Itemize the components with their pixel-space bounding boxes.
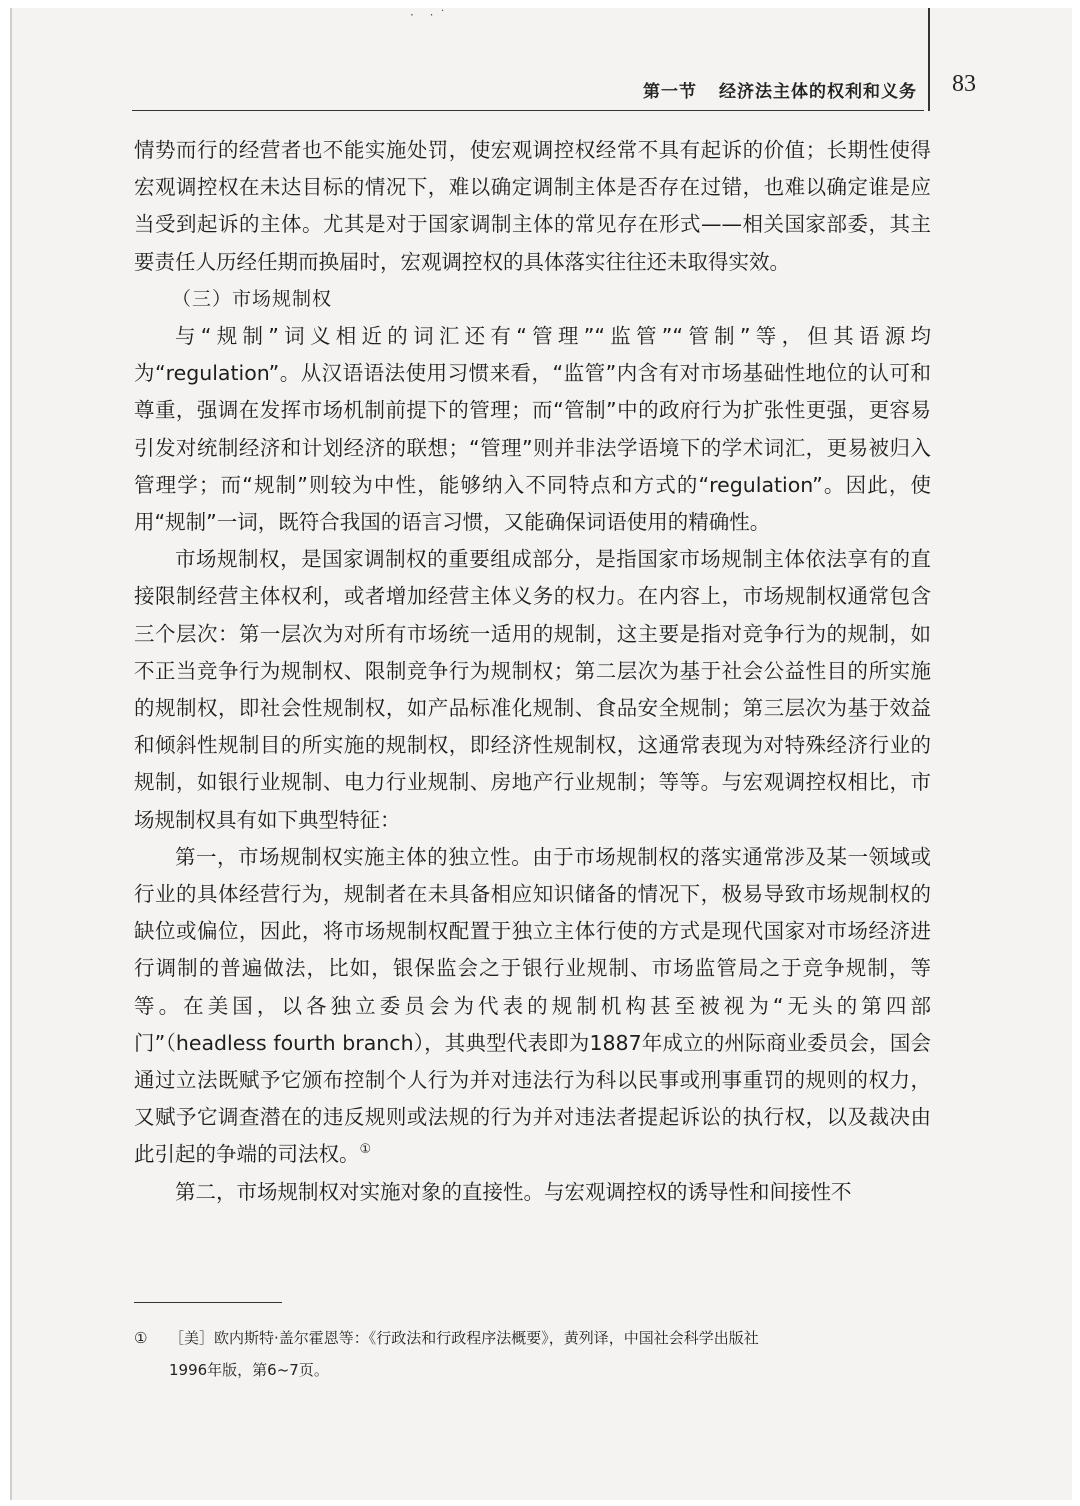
section-heading: （三）市场规制权 (172, 287, 333, 310)
header-rule (132, 110, 924, 111)
header-divider (928, 8, 930, 111)
footnote-reference[interactable]: ① (359, 1142, 372, 1158)
paragraph: 市场规制权，是国家调制权的重要组成部分，是指国家市场规制主体依法享有的直接限制经营主体权利，或者增加经营主体义务的权力。在内容上，市场规制权通常包含三个层次：第一层次为对所有市场统一适用的规制，这主要是指对竞争行为的规制，如不正当竞争行为规制权、限制竞争行为规制权；第二层次为基于社会公益性目的所实施的规制权，即社会性规制权，如产品标准化规制、食品安全规制；第三层次为基于效益和倾斜性规制目的所实施的规制权，即经济性规制权，这通常表现为对特殊经济行业的规制，如银行业规制、电力行业规制、房地产行业规制；等等。与宏观调控权相比，市场规制权具有如下典型特征： (134, 547, 931, 832)
running-header (12, 63, 1072, 113)
footnote (134, 1322, 934, 1386)
paragraph-text: 第一，市场规制权实施主体的独立性。由于市场规制权的落实通常涉及某一领域或行业的具体经营行为，规制者在未具备相应知识储备的情况下，极易导致市场规制权的缺位或偏位，因此，将市场规制权配置于独立主体行使的方式是现代国家对市场经济进行调制的普遍做法，比如，银保监会之于银行业规制、市场监管局之于竞争规制，等等。在美国，以各独立委员会为代表的规制机构甚至被视为“无头的第四部门”（headless fourth branch），其典型代表即为1887年成立的州际商业委员会，国会通过立法既赋予它颁布控制个人行为并对违法行为科以民事或刑事重罚的规则的权力，又赋予它调查潜在的违反规则或法规的行为并对违法者提起诉讼的执行权，以及裁决由此引起的争端的司法权。 (134, 844, 931, 1167)
body-text (134, 132, 931, 1211)
footnote-line-2: 1996年版，第6~7页。 (169, 1361, 329, 1379)
page-number: 83 (952, 71, 976, 97)
paragraph: 第二，市场规制权对实施对象的直接性。与宏观调控权的诱导性和间接性不 (175, 1179, 852, 1204)
header-section: 第一节 (643, 82, 697, 102)
footnote-citation: ［美］欧内斯特·盖尔霍恩等：《行政法和行政程序法概要》，黄列译，中国社会科学出版社 (169, 1329, 759, 1347)
paragraph: 与“规制”词义相近的词汇还有“管理”“监管”“管制”等，但其语源均为“regulation”。从汉语语法使用习惯来看，“监管”内含有对市场基础性地位的认可和尊重，强调在发挥市场机制前提下的管理；而“管制”中的政府行为扩张性更强，更容易引发对统制经济和计划经济的联想；“管理”则并非法学语境下的学术词汇，更易被归入管理学；而“规制”则较为中性，能够纳入不同特点和方式的“regulation”。因此，使用“规制”一词，既符合我国的语言习惯，又能确保词语使用的精确性。 (134, 324, 931, 535)
book-page (10, 8, 1072, 1500)
header-chapter-title: 经济法主体的权利和义务 (719, 82, 917, 102)
header-title (643, 77, 917, 102)
scan-specks: · ·˙ (410, 8, 452, 22)
paragraph (134, 839, 931, 1174)
footnote-marker: ① (134, 1329, 148, 1347)
paragraph: 情势而行的经营者也不能实施处罚，使宏观调控权经常不具有起诉的价值；长期性使得宏观调控权在未达目标的情况下，难以确定调制主体是否存在过错，也难以确定谁是应当受到起诉的主体。尤其是对于国家调制主体的常见存在形式——相关国家部委，其主要责任人历经任期而换届时，宏观调控权的具体落实往往还未取得实效。 (134, 138, 931, 274)
footnote-rule (134, 1302, 282, 1303)
footnote-line-1 (134, 1322, 934, 1354)
